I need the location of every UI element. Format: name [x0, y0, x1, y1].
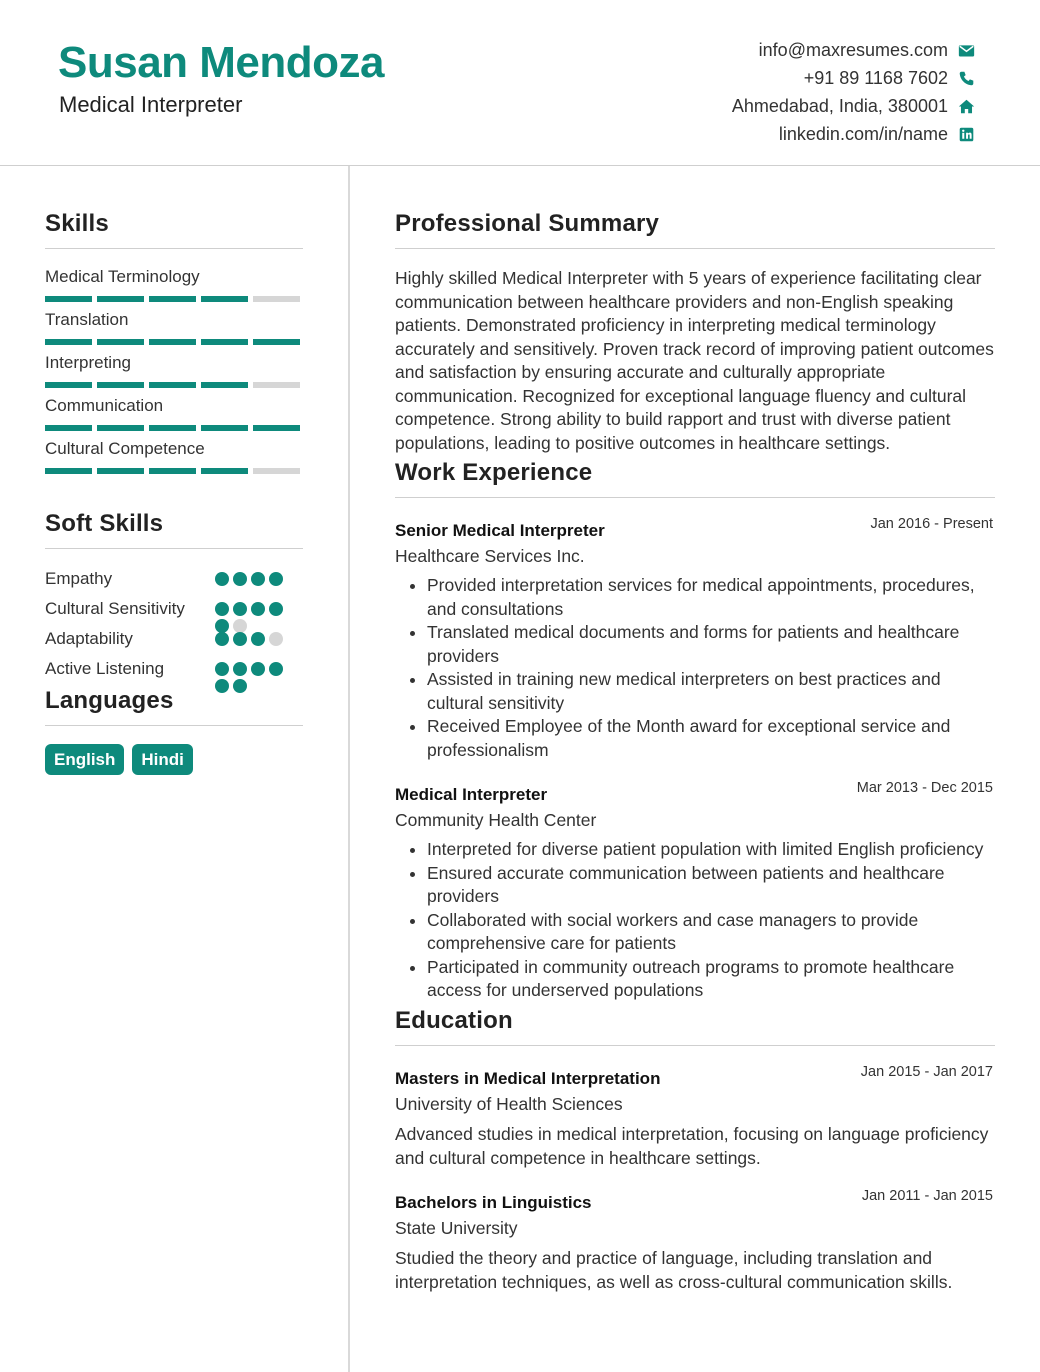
education-list	[395, 1063, 995, 1294]
phone-icon	[956, 68, 976, 88]
school-name: University of Health Sciences	[395, 1093, 623, 1114]
soft-skill-name: Empathy	[45, 569, 113, 588]
job-title: Senior Medical Interpreter	[395, 521, 605, 540]
rating-dot	[269, 662, 283, 676]
skill-level-segment	[149, 425, 196, 431]
resume-header	[0, 0, 1040, 166]
job-entry	[395, 780, 995, 1003]
experience-section	[395, 459, 995, 1003]
job-company: Healthcare Services Inc.	[395, 546, 585, 566]
contact-email[interactable]	[732, 36, 976, 64]
job-date: Mar 2013 - Dec 2015	[856, 780, 993, 796]
skill-level-segment	[253, 468, 300, 474]
job-bullets	[395, 838, 995, 1003]
skill-level-segment	[201, 296, 248, 302]
soft-skill-item	[45, 627, 303, 651]
skill-item	[45, 265, 303, 308]
skill-level-bar	[45, 382, 303, 388]
degree-title: Masters in Medical Interpretation	[395, 1068, 661, 1088]
rating-dot	[251, 632, 265, 646]
contact-list	[732, 36, 976, 148]
skill-level-segment	[253, 425, 300, 431]
contact-address-text: Ahmedabad, India, 380001	[731, 95, 948, 116]
job-bullet: • Assisted in training new medical interpreters on best practices and cultural sensitivity	[427, 668, 995, 715]
candidate-role: Medical Interpreter	[59, 92, 243, 117]
contact-linkedin[interactable]	[732, 120, 976, 148]
soft-skill-rating	[215, 662, 290, 693]
skill-level-segment	[201, 425, 248, 431]
education-entry	[395, 1187, 995, 1294]
skill-level-bar	[45, 296, 303, 302]
rating-dot	[215, 572, 229, 586]
skill-level-bar	[45, 339, 303, 345]
summary-section	[395, 210, 995, 455]
job-title: Medical Interpreter	[395, 785, 548, 804]
languages-section	[45, 687, 303, 775]
soft-skills-heading: Soft Skills	[45, 510, 303, 549]
soft-skill-name: Adaptability	[45, 629, 133, 648]
education-heading: Education	[395, 1007, 995, 1046]
rating-dot	[233, 679, 247, 693]
contact-linkedin-text: linkedin.com/in/name	[778, 123, 948, 144]
skill-item	[45, 437, 303, 480]
job-bullet: • Interpreted for diverse patient population with limited English proficiency	[427, 838, 995, 862]
job-date: Jan 2016 - Present	[870, 516, 993, 532]
skill-level-segment	[45, 382, 92, 388]
summary-heading: Professional Summary	[395, 210, 995, 249]
job-list	[395, 516, 995, 1003]
contact-phone[interactable]	[732, 64, 976, 92]
job-bullet: • Provided interpretation services for medical appointments, procedures, and consultations	[427, 574, 995, 621]
summary-text: Highly skilled Medical Interpreter with 5 years of experience facilitating clear communication between healthcare providers and non-English speaking patients. Demonstrated proficiency in interpreting medical terminology accurately and sensitively. Proven track record of improving patient outcomes and satisfaction by ensuring accurate and culturally appropriate communication. Recognized for exceptional language fluency and cultural competence. Strong ability to build rapport and trust with diverse patient populations, leading to positive outcomes in healthcare settings.	[395, 268, 994, 453]
skill-level-segment	[149, 382, 196, 388]
skill-level-segment	[149, 468, 196, 474]
degree-title: Bachelors in Linguistics	[395, 1192, 592, 1212]
education-description: Studied the theory and practice of language, including translation and interpretation techniques, as well as cross-cultural communication skills.	[395, 1247, 953, 1292]
contact-email-text: info@maxresumes.com	[758, 39, 948, 60]
education-entry	[395, 1063, 995, 1170]
skill-name: Medical Terminology	[45, 267, 200, 286]
job-bullet: • Collaborated with social workers and case managers to provide comprehensive care for patients	[427, 909, 995, 956]
job-bullets	[395, 574, 995, 762]
rating-dot	[215, 679, 229, 693]
skill-level-segment	[97, 382, 144, 388]
skill-item	[45, 394, 303, 437]
skill-item	[45, 351, 303, 394]
rating-dot	[251, 572, 265, 586]
skill-level-segment	[149, 296, 196, 302]
envelope-icon	[956, 40, 976, 60]
skill-level-segment	[97, 296, 144, 302]
skill-name: Interpreting	[45, 353, 131, 372]
skill-level-segment	[253, 339, 300, 345]
soft-skill-item	[45, 567, 303, 591]
rating-dot	[215, 632, 229, 646]
rating-dot	[215, 602, 229, 616]
soft-skills-section	[45, 510, 303, 681]
soft-skill-rating	[215, 572, 290, 586]
skill-level-segment	[97, 339, 144, 345]
contact-phone-text: +91 89 1168 7602	[803, 67, 948, 88]
languages-list	[45, 744, 303, 775]
linkedin-icon	[956, 124, 976, 144]
soft-skill-rating	[215, 632, 290, 646]
language-badge: English	[45, 744, 124, 775]
job-company: Community Health Center	[395, 810, 597, 830]
job-bullet: • Ensured accurate communication between patients and healthcare providers	[427, 862, 995, 909]
rating-dot	[233, 632, 247, 646]
skill-level-segment	[253, 296, 300, 302]
skill-level-bar	[45, 425, 303, 431]
rating-dot	[251, 662, 265, 676]
skill-name: Communication	[45, 396, 164, 415]
skill-level-segment	[45, 425, 92, 431]
skill-level-segment	[253, 382, 300, 388]
skill-level-bar	[45, 468, 303, 474]
skills-heading: Skills	[45, 210, 303, 249]
soft-skill-item	[45, 597, 303, 621]
left-column	[45, 210, 303, 775]
home-icon	[956, 96, 976, 116]
rating-dot	[233, 602, 247, 616]
soft-skills-list	[45, 567, 303, 681]
skill-level-segment	[201, 468, 248, 474]
education-description: Advanced studies in medical interpretation, focusing on language proficiency and cultural competence in healthcare settings.	[395, 1123, 989, 1168]
job-bullet: • Translated medical documents and forms for patients and healthcare providers	[427, 621, 995, 668]
skills-list	[45, 265, 303, 480]
skill-level-segment	[97, 468, 144, 474]
rating-dot	[269, 602, 283, 616]
rating-dot	[233, 662, 247, 676]
skill-level-segment	[149, 339, 196, 345]
column-divider	[348, 166, 350, 1372]
job-bullet: • Participated in community outreach programs to promote healthcare access for underserved populations	[427, 956, 995, 1003]
experience-heading: Work Experience	[395, 459, 995, 498]
rating-dot	[269, 572, 283, 586]
skill-level-segment	[201, 382, 248, 388]
language-badge: Hindi	[132, 744, 193, 775]
skills-section	[45, 210, 303, 480]
education-section	[395, 1007, 995, 1294]
school-name: State University	[395, 1217, 518, 1238]
skill-level-segment	[201, 339, 248, 345]
soft-skill-item	[45, 657, 303, 681]
skill-level-segment	[45, 468, 92, 474]
languages-heading: Languages	[45, 687, 303, 726]
skill-level-segment	[45, 296, 92, 302]
rating-dot	[233, 572, 247, 586]
skill-level-segment	[45, 339, 92, 345]
skill-item	[45, 308, 303, 351]
right-column	[395, 210, 995, 1294]
job-entry	[395, 516, 995, 762]
skill-name: Cultural Competence	[45, 439, 205, 458]
job-bullet: • Received Employee of the Month award for exceptional service and professionalism	[427, 715, 995, 762]
soft-skill-name: Cultural Sensitivity	[45, 599, 185, 618]
education-date: Jan 2011 - Jan 2015	[861, 1187, 993, 1204]
rating-dot	[251, 602, 265, 616]
contact-address	[732, 92, 976, 120]
skill-name: Translation	[45, 310, 129, 329]
soft-skill-name: Active Listening	[45, 659, 165, 678]
skill-level-segment	[97, 425, 144, 431]
rating-dot	[269, 632, 283, 646]
rating-dot	[215, 662, 229, 676]
candidate-name: Susan Mendoza	[58, 38, 384, 87]
education-date: Jan 2015 - Jan 2017	[860, 1063, 993, 1080]
